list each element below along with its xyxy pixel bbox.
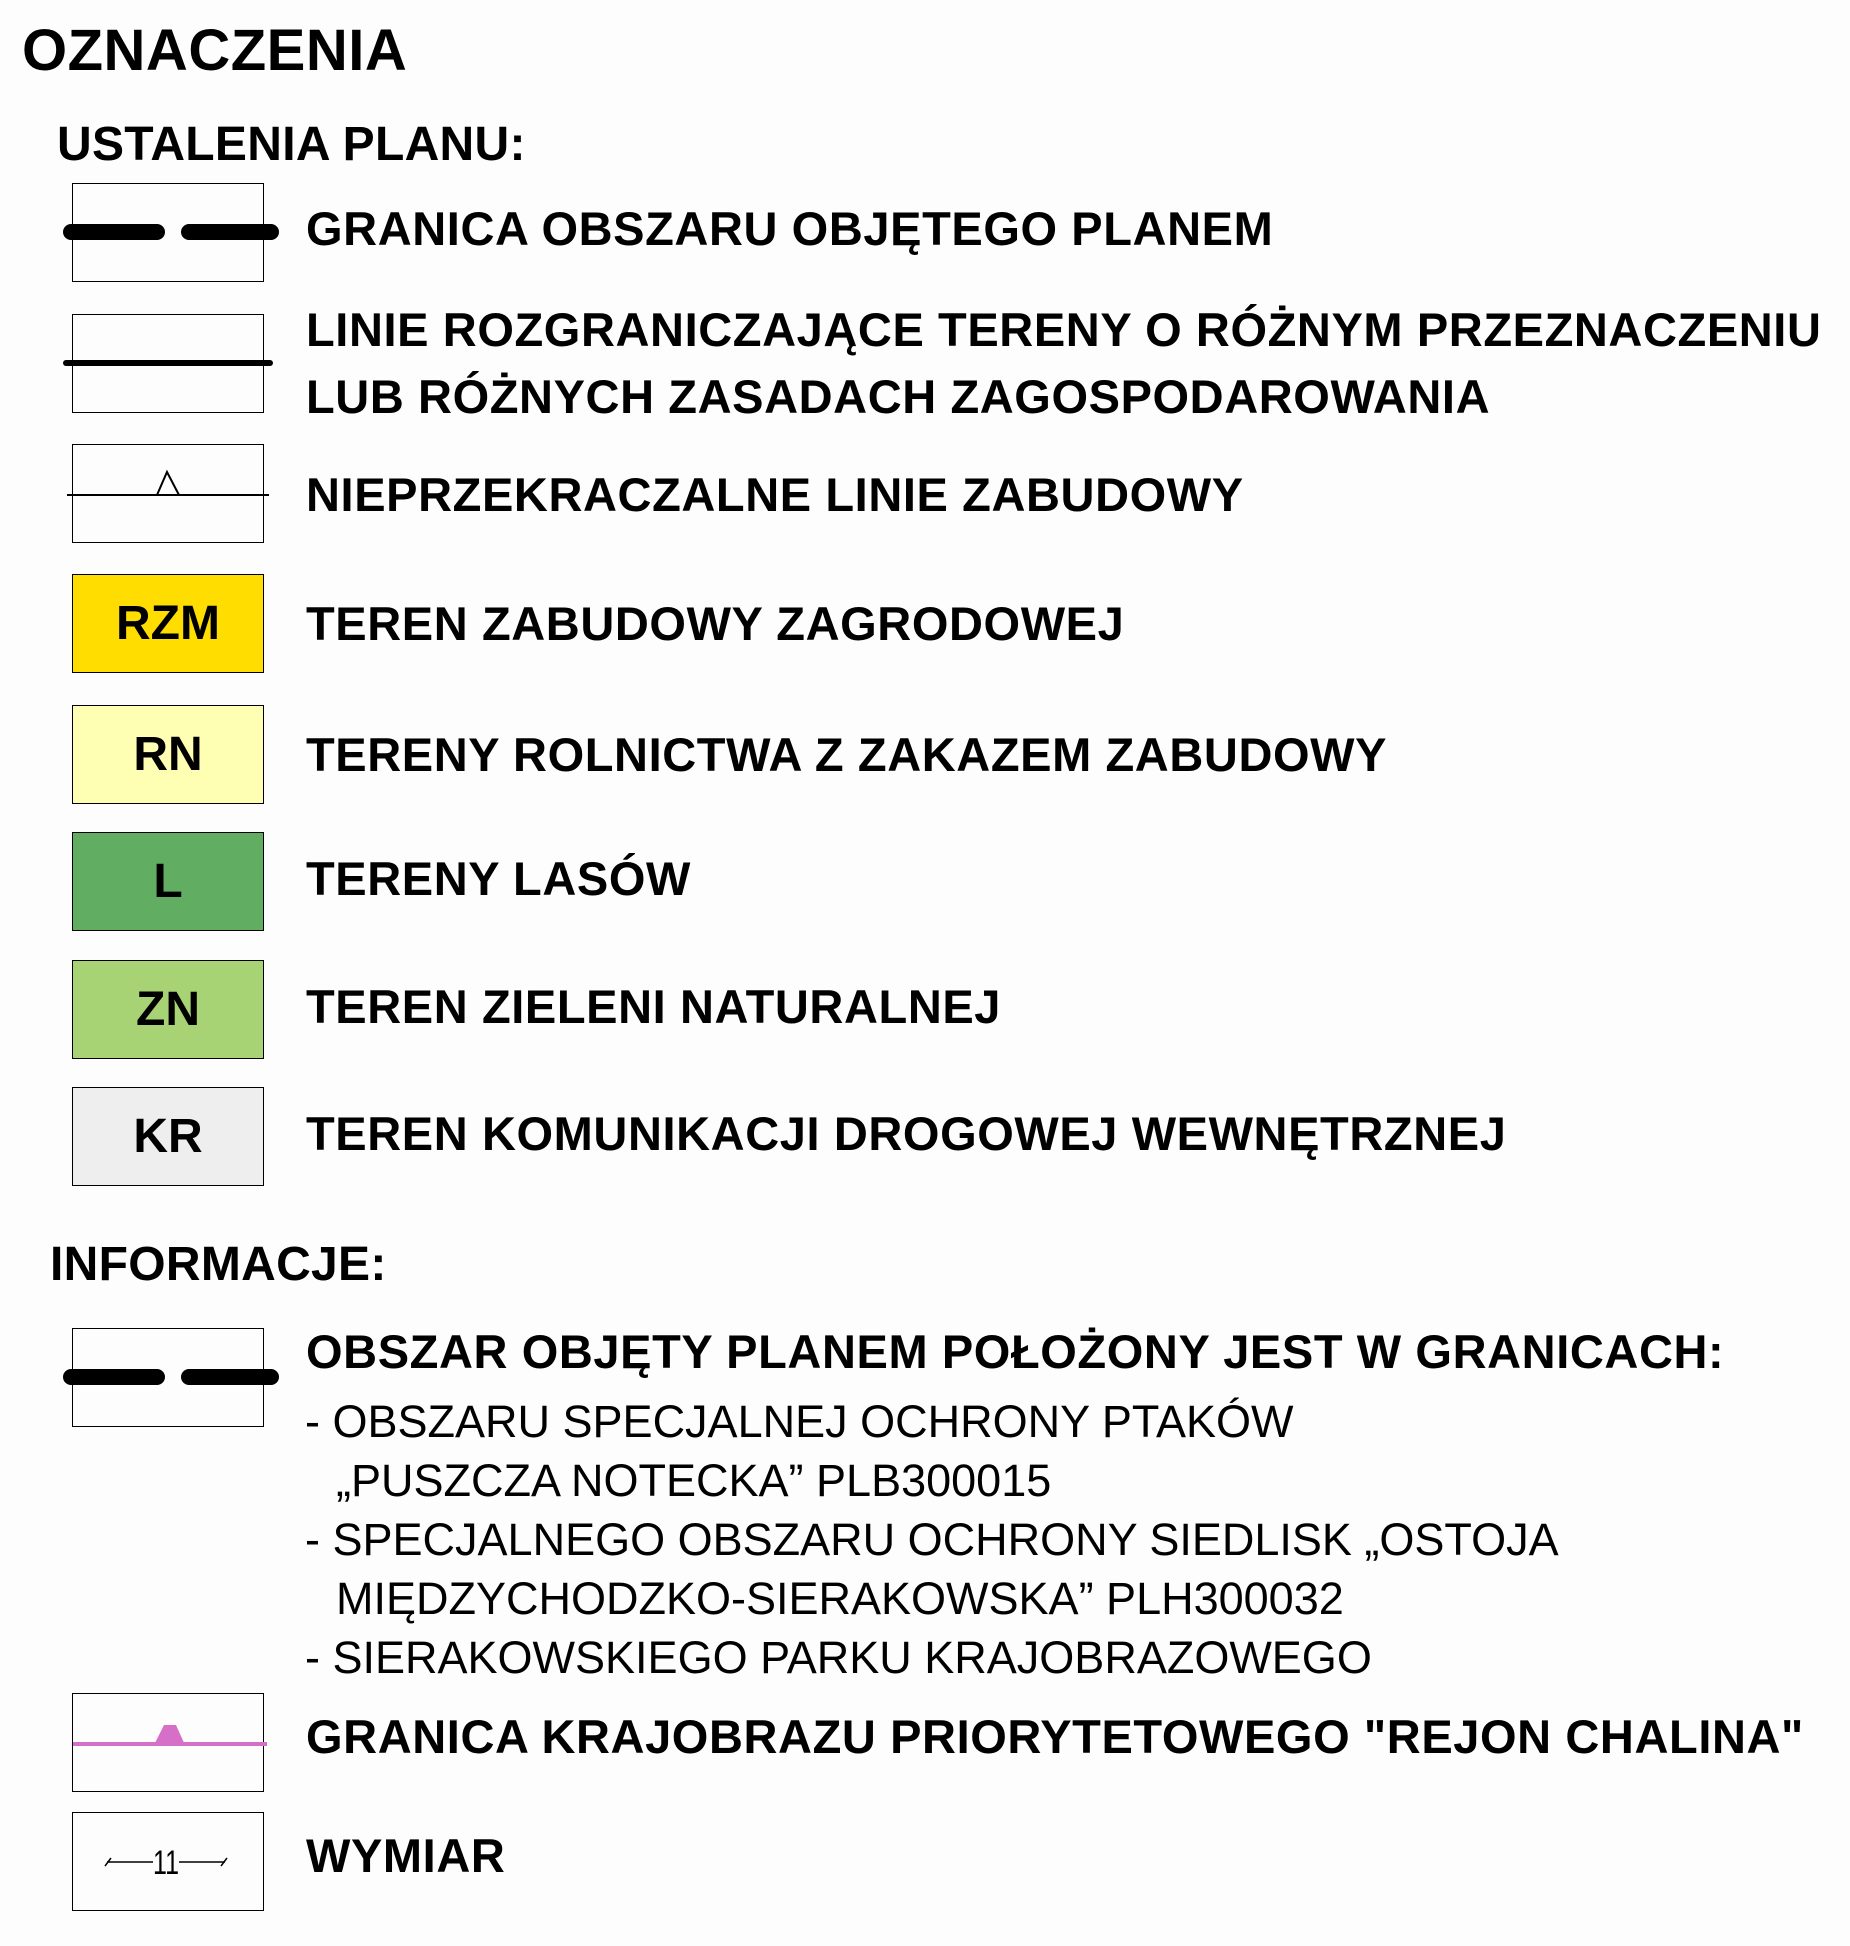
legend-text-plan-boundary: GRANICA OBSZARU OBJĘTEGO PLANEM: [306, 202, 1274, 255]
symbol-rzm: [72, 574, 264, 673]
zone-code-rzm: RZM: [116, 596, 220, 650]
legend-text-dividing-lines-1: LINIE ROZGRANICZAJĄCE TERENY O RÓŻNYM PRZEZNACZENIU: [306, 303, 1822, 356]
legend-text-protected-area-heading: OBSZAR OBJĘTY PLANEM POŁOŻONY JEST W GRANICACH:: [306, 1325, 1725, 1378]
symbol-rn: [72, 705, 264, 804]
protected-area-line: - SPECJALNEGO OBSZARU OCHRONY SIEDLISK „OSTOJA: [305, 1514, 1559, 1565]
building-line-triangle-icon: [61, 445, 275, 542]
solid-line-icon: [61, 315, 275, 412]
protected-area-line: „PUSZCZA NOTECKA” PLB300015: [336, 1455, 1052, 1506]
legend-text-kr: TEREN KOMUNIKACJI DROGOWEJ WEWNĘTRZNEJ: [306, 1107, 1507, 1160]
section-heading-plan: USTALENIA PLANU:: [57, 118, 526, 171]
legend-text-landscape-boundary: GRANICA KRAJOBRAZU PRIORYTETOWEGO "REJON CHALINA": [306, 1710, 1804, 1763]
legend-text-dividing-lines-2: LUB RÓŻNYCH ZASADACH ZAGOSPODAROWANIA: [306, 370, 1491, 423]
legend-text-l: TERENY LASÓW: [306, 852, 691, 905]
zone-code-zn: ZN: [136, 982, 200, 1036]
symbol-dividing-lines: [72, 314, 264, 413]
pink-trapezoid-line-icon: [61, 1694, 275, 1791]
legend-text-rn: TERENY ROLNICTWA Z ZAKAZEM ZABUDOWY: [306, 728, 1388, 781]
protected-area-line: MIĘDZYCHODZKO-SIERAKOWSKA” PLH300032: [336, 1573, 1344, 1624]
zone-code-rn: RN: [133, 727, 203, 781]
symbol-landscape-boundary: [72, 1693, 264, 1792]
zone-code-l: L: [153, 854, 183, 908]
protected-area-line: - SIERAKOWSKIEGO PARKU KRAJOBRAZOWEGO: [305, 1632, 1372, 1683]
legend-title: OZNACZENIA: [22, 18, 408, 83]
zone-code-kr: KR: [133, 1109, 203, 1163]
thick-dashed-line-icon: [61, 1329, 275, 1426]
legend-text-rzm: TEREN ZABUDOWY ZAGRODOWEJ: [306, 597, 1125, 650]
thick-dashed-line-icon: [61, 184, 275, 281]
section-heading-info: INFORMACJE:: [50, 1238, 387, 1291]
symbol-plan-boundary: [72, 183, 264, 282]
protected-area-line: - OBSZARU SPECJALNEJ OCHRONY PTAKÓW: [305, 1396, 1294, 1447]
symbol-kr: [72, 1087, 264, 1186]
symbol-dimension: [72, 1812, 264, 1911]
symbol-protected-area: [72, 1328, 264, 1427]
legend-text-zn: TEREN ZIELENI NATURALNEJ: [306, 980, 1002, 1033]
protected-area-list: [305, 1392, 1559, 1687]
symbol-building-lines: [72, 444, 264, 543]
dimension-line-icon: [61, 1813, 275, 1910]
symbol-l: [72, 832, 264, 931]
legend-text-building-lines: NIEPRZEKRACZALNE LINIE ZABUDOWY: [306, 468, 1244, 521]
legend-text-dimension: WYMIAR: [306, 1829, 506, 1882]
dimension-value: 11: [153, 1844, 179, 1882]
symbol-zn: [72, 960, 264, 1059]
